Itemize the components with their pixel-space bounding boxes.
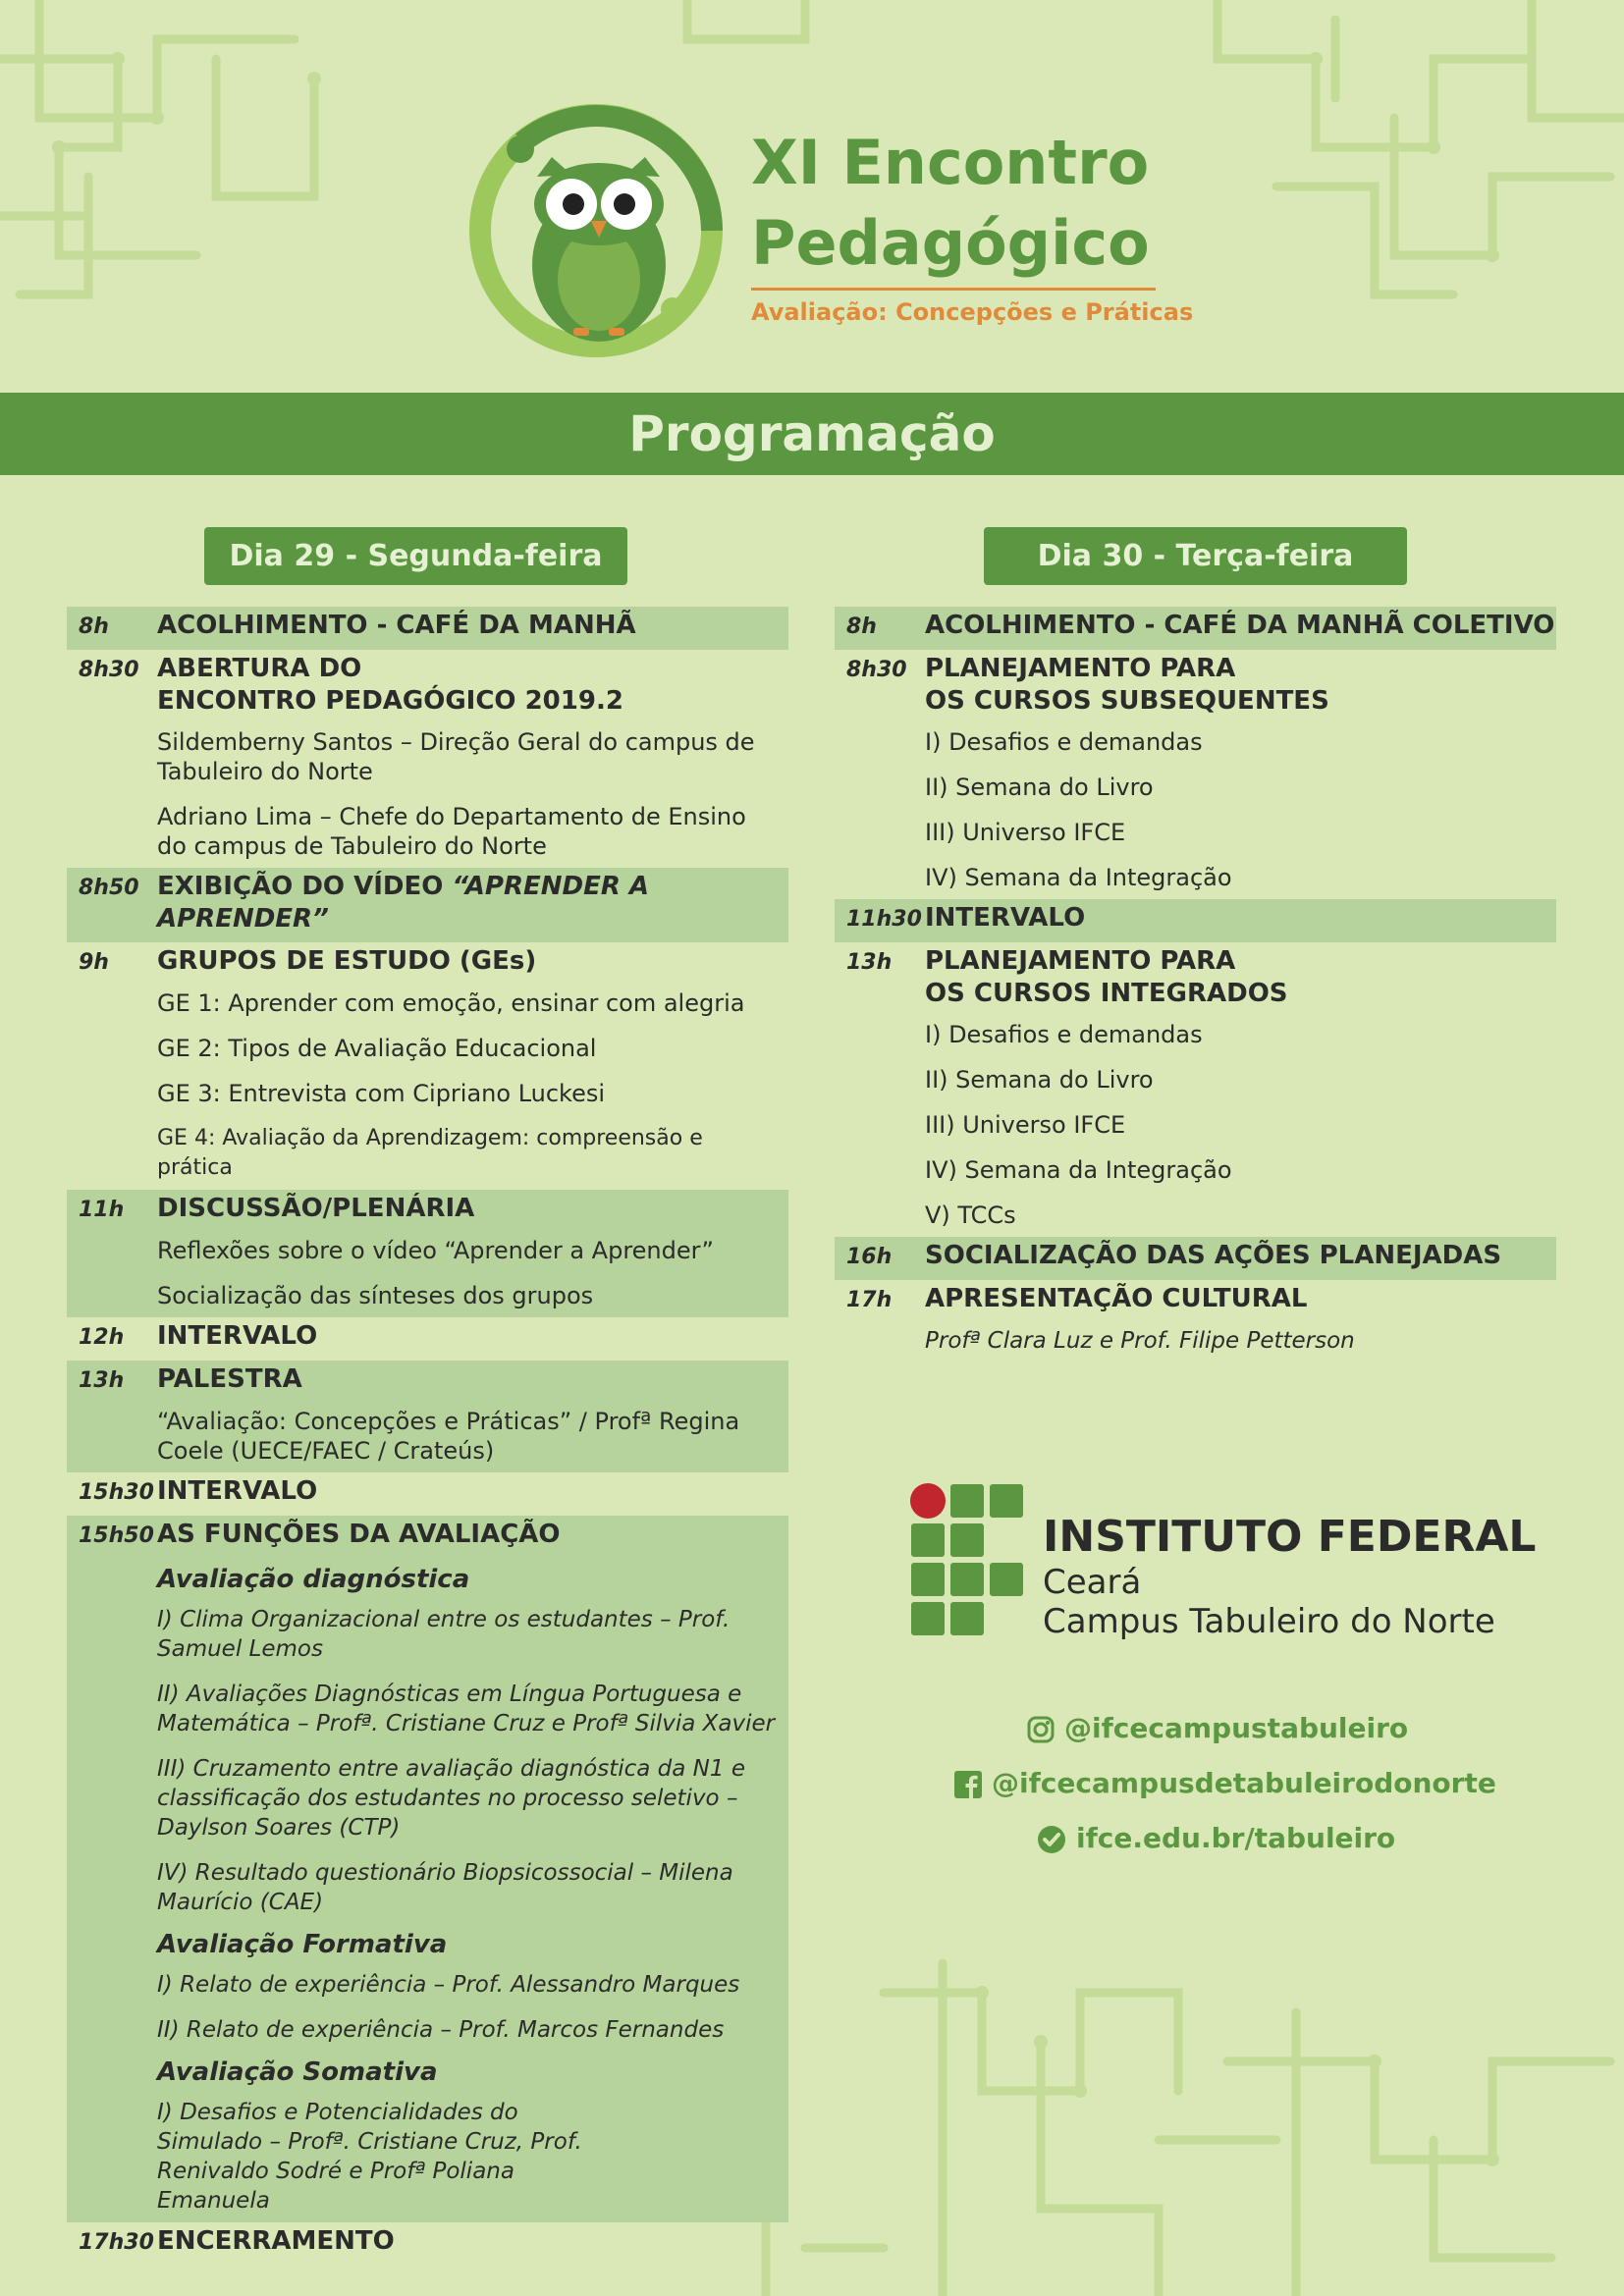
schedule-block	[835, 650, 1556, 899]
block-title: PALESTRA	[157, 1364, 302, 1394]
schedule-block	[67, 650, 788, 868]
block-item: Socialização das sínteses dos grupos	[157, 1282, 594, 1309]
schedule-block	[67, 1472, 788, 1516]
schedule-block	[67, 942, 788, 1190]
facebook-handle: @ifcecampusdetabuleirodonorte	[992, 1767, 1496, 1799]
day-1-label: Dia 29 - Segunda-feira	[204, 527, 627, 585]
day-2-schedule	[835, 607, 1556, 1362]
block-time: 8h30	[846, 658, 907, 682]
block-item: II) Avaliações Diagnósticas em Língua Portuguesa e Matemática – Profª. Cristiane Cruz e Profª Silvia Xavier	[157, 1682, 776, 1736]
block-item: GE 4: Avaliação da Aprendizagem: compreensão e prática	[157, 1126, 703, 1180]
block-item: III) Universo IFCE	[925, 1111, 1126, 1139]
block-title: DISCUSSÃO/PLENÁRIA	[157, 1194, 475, 1223]
block-item: IV) Resultado questionário Biopsicossocial – Milena Maurício (CAE)	[157, 1860, 733, 1915]
block-title: OS CURSOS INTEGRADOS	[925, 979, 1288, 1008]
block-time: 8h	[846, 614, 877, 639]
schedule-block	[67, 607, 788, 650]
schedule-block	[67, 1516, 788, 2222]
section-title: Avaliação Formativa	[157, 1930, 448, 1959]
ifce-logo	[909, 1482, 1027, 1639]
schedule-block	[67, 1361, 788, 1472]
section-title: Avaliação Somativa	[157, 2057, 438, 2087]
block-time: 8h50	[79, 876, 139, 900]
block-title: APRESENTAÇÃO CULTURAL	[925, 1284, 1308, 1313]
schedule-block	[835, 1280, 1556, 1362]
day-2-label: Dia 30 - Terça-feira	[984, 527, 1407, 585]
schedule-block	[835, 1237, 1556, 1280]
block-title: ABERTURA DO	[157, 654, 362, 683]
block-title-italic: “APRENDER A APRENDER”	[157, 872, 650, 934]
block-time: 11h30	[846, 907, 922, 932]
title-line-1: XI Encontro	[751, 127, 1150, 198]
website-link[interactable]	[1037, 1819, 1395, 1858]
block-item: II) Semana do Livro	[925, 1066, 1154, 1094]
section-title: Avaliação diagnóstica	[157, 1565, 470, 1594]
schedule-block	[67, 868, 788, 942]
block-item: I) Relato de experiência – Prof. Alessandro Marques	[157, 1972, 740, 1998]
block-item: IV) Semana da Integração	[925, 1156, 1232, 1184]
institution-name	[1043, 1512, 1536, 1641]
block-item: II) Relato de experiência – Prof. Marcos Fernandes	[157, 2017, 725, 2043]
block-time: 13h	[79, 1368, 125, 1393]
schedule-block	[67, 1317, 788, 1361]
block-time: 17h30	[79, 2230, 154, 2255]
instagram-icon	[1027, 1716, 1055, 1743]
block-item: I) Desafios e Potencialidades do Simulado – Profª. Cristiane Cruz, Prof. Renivaldo Sodré e Profª Poliana Emanuela	[157, 2100, 582, 2214]
block-title: ACOLHIMENTO - CAFÉ DA MANHÃ COLETIVO	[925, 611, 1555, 640]
block-title: ENCONTRO PEDAGÓGICO 2019.2	[157, 686, 623, 716]
block-time: 8h30	[79, 658, 139, 682]
block-title: ACOLHIMENTO - CAFÉ DA MANHÃ	[157, 611, 636, 640]
block-item: I) Clima Organizacional entre os estudantes – Prof. Samuel Lemos	[157, 1607, 731, 1662]
instagram-link[interactable]	[1027, 1709, 1408, 1748]
schedule-block	[835, 942, 1556, 1237]
block-title: PLANEJAMENTO PARA	[925, 946, 1236, 976]
block-time: 17h	[846, 1288, 893, 1312]
block-item: “Avaliação: Concepções e Práticas” / Profª Regina Coele (UECE/FAEC / Crateús)	[157, 1408, 740, 1465]
check-icon	[1037, 1825, 1066, 1854]
schedule-block	[67, 1190, 788, 1317]
block-title: EXIBIÇÃO DO VÍDEO	[157, 872, 444, 901]
block-title: GRUPOS DE ESTUDO (GEs)	[157, 946, 537, 976]
block-title: AS FUNÇÕES DA AVALIAÇÃO	[157, 1520, 561, 1549]
day-1-schedule	[67, 607, 788, 2266]
block-time: 15h50	[79, 1523, 154, 1548]
schedule-block	[67, 2222, 788, 2266]
block-title: SOCIALIZAÇÃO DAS AÇÕES PLANEJADAS	[925, 1241, 1502, 1270]
header	[0, 0, 1624, 393]
block-title: ENCERRAMENTO	[157, 2226, 395, 2256]
block-time: 8h	[79, 614, 109, 639]
block-title: INTERVALO	[157, 1476, 318, 1506]
institution-title: INSTITUTO FEDERAL	[1043, 1512, 1537, 1562]
block-time: 9h	[79, 950, 109, 975]
block-item: Sildemberny Santos – Direção Geral do campus de Tabuleiro do Norte	[157, 728, 755, 785]
block-item: Reflexões sobre o vídeo “Aprender a Aprender”	[157, 1237, 714, 1264]
block-time: 16h	[846, 1245, 893, 1269]
institution-state: Ceará	[1043, 1563, 1142, 1602]
block-time: 15h30	[79, 1480, 154, 1505]
owl-logo	[463, 98, 729, 363]
schedule-block	[835, 607, 1556, 650]
facebook-link[interactable]	[954, 1764, 1496, 1803]
website-url: ifce.edu.br/tabuleiro	[1076, 1822, 1396, 1854]
schedule-block	[835, 899, 1556, 942]
block-time: 13h	[846, 950, 893, 975]
block-item: II) Semana do Livro	[925, 774, 1154, 801]
institution-campus: Campus Tabuleiro do Norte	[1043, 1602, 1495, 1641]
block-item: GE 3: Entrevista com Cipriano Luckesi	[157, 1080, 606, 1107]
banner-title: Programação	[628, 405, 996, 462]
block-item: I) Desafios e demandas	[925, 728, 1203, 756]
block-title: INTERVALO	[925, 903, 1086, 933]
event-title	[751, 123, 1150, 284]
block-item: III) Cruzamento entre avaliação diagnóstica da N1 e classificação dos estudantes no processo seletivo – Daylson Soares (CTP)	[157, 1756, 745, 1841]
block-item: GE 1: Aprender com emoção, ensinar com alegria	[157, 989, 745, 1017]
instagram-handle: @ifcecampustabuleiro	[1064, 1712, 1409, 1744]
facebook-icon	[954, 1771, 982, 1798]
block-time: 11h	[79, 1198, 125, 1222]
block-item: Profª Clara Luz e Prof. Filipe Petterson	[925, 1328, 1355, 1354]
event-subtitle: Avaliação: Concepções e Práticas	[751, 288, 1156, 326]
block-title: PLANEJAMENTO PARA	[925, 654, 1236, 683]
block-title: OS CURSOS SUBSEQUENTES	[925, 686, 1329, 716]
block-item: III) Universo IFCE	[925, 819, 1126, 846]
block-title: INTERVALO	[157, 1321, 318, 1351]
block-item: Adriano Lima – Chefe do Departamento de Ensino do campus de Tabuleiro do Norte	[157, 803, 746, 860]
title-line-2: Pedagógico	[751, 207, 1150, 279]
block-item: IV) Semana da Integração	[925, 864, 1232, 891]
block-time: 12h	[79, 1325, 125, 1350]
block-item: GE 2: Tipos de Avaliação Educacional	[157, 1035, 597, 1062]
programacao-banner	[0, 393, 1624, 475]
block-item: I) Desafios e demandas	[925, 1021, 1203, 1048]
block-item: V) TCCs	[925, 1201, 1016, 1229]
